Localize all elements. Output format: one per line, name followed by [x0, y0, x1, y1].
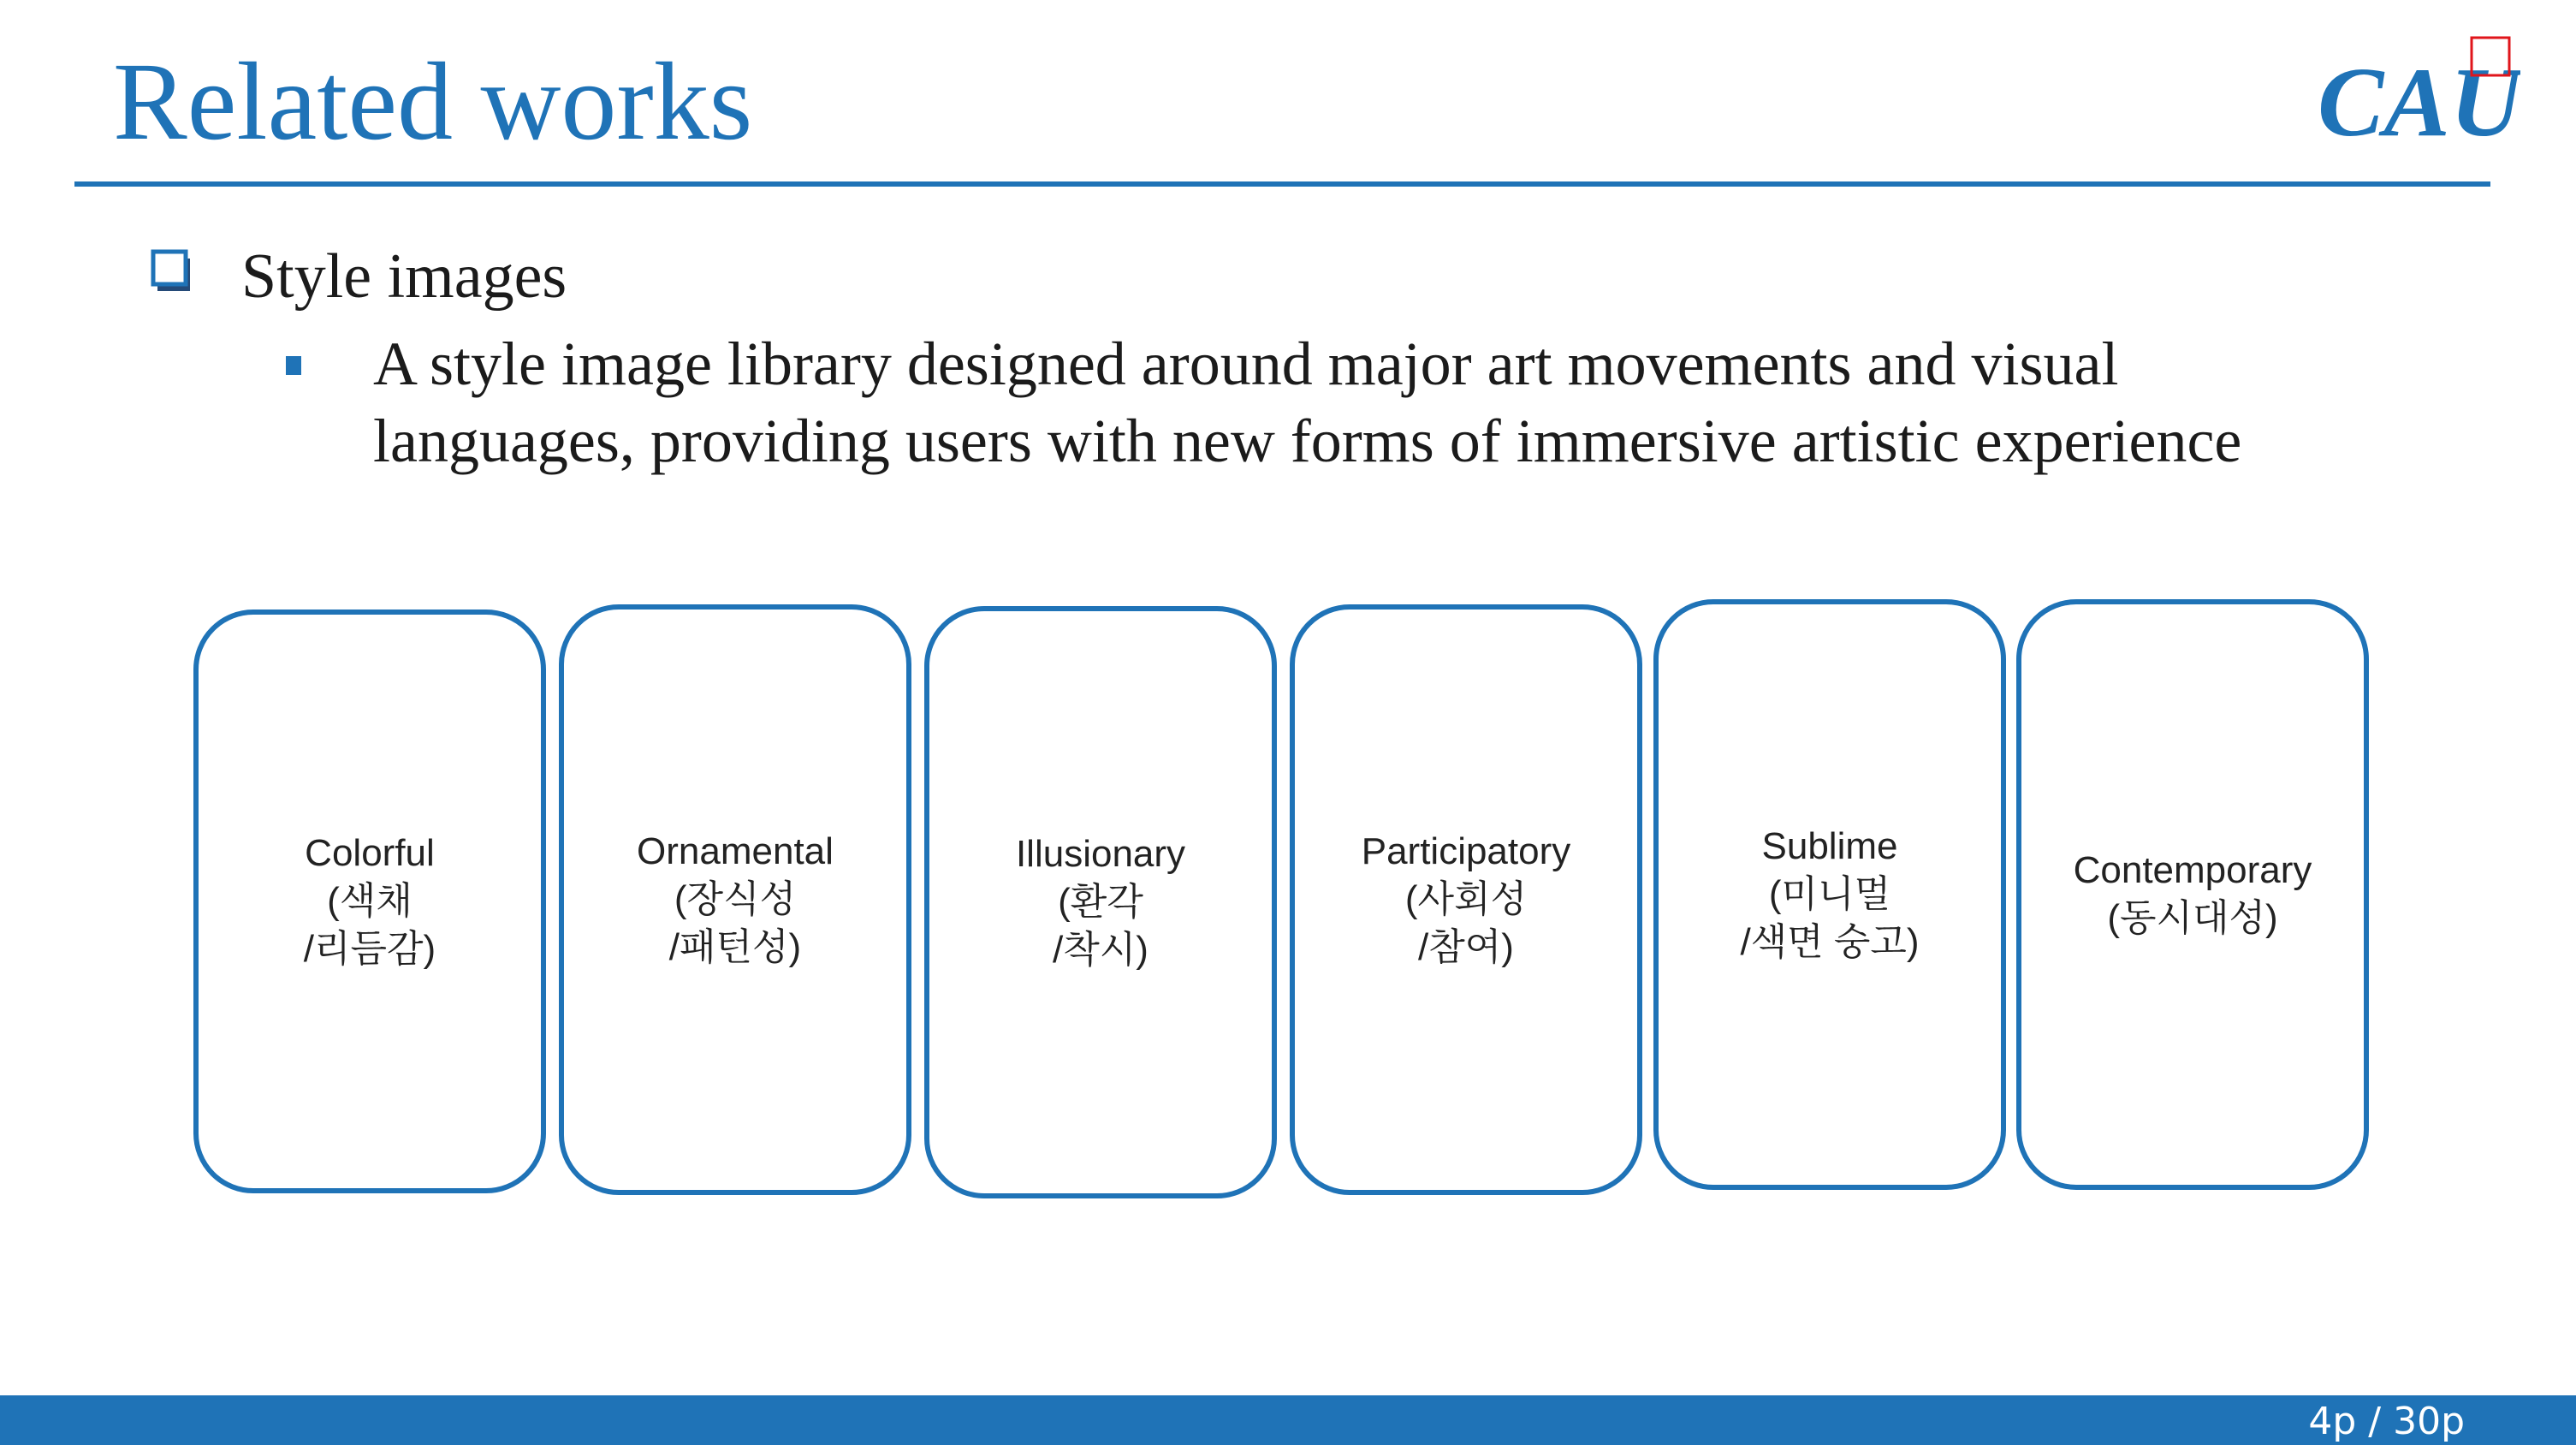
style-card-label: Sublime (미니멀 /색면 숭고): [1740, 825, 1920, 963]
page-number: 4p / 30p: [2308, 1400, 2465, 1443]
style-card-participatory: [1290, 604, 1642, 1195]
logo-text: CAU: [2318, 48, 2520, 154]
bullet-level2-line2: languages, providing users with new forms of immersive artistic experience: [373, 407, 2242, 475]
style-card-contemporary: [2016, 599, 2369, 1190]
hollow-square-bullet-icon: [151, 248, 193, 294]
style-card-label: Participatory (사회성 /참여): [1361, 830, 1571, 968]
bullet-level1-text: Style images: [241, 241, 567, 312]
title-divider: [74, 181, 2490, 187]
university-logo: [2311, 34, 2520, 154]
style-card-sublime: [1653, 599, 2006, 1190]
style-card-label: Colorful (색채 /리듬감): [303, 832, 436, 970]
style-card-label: Contemporary (동시대성): [2073, 849, 2312, 939]
bullet-level2-text: [373, 325, 2241, 479]
bullet-level2-line1: A style image library designed around major art movements and visual: [373, 330, 2119, 398]
footer-bar: [0, 1395, 2576, 1445]
slide-title: Related works: [113, 40, 753, 164]
style-card-colorful: [193, 610, 546, 1193]
style-card-label: Illusionary (환각 /착시): [1015, 833, 1186, 971]
style-card-label: Ornamental (장식성 /패턴성): [637, 830, 834, 968]
small-square-bullet-icon: [286, 356, 301, 375]
cau-logo-icon: [2311, 34, 2520, 154]
style-card-ornamental: [559, 604, 911, 1195]
style-card-illusionary: [924, 606, 1277, 1198]
